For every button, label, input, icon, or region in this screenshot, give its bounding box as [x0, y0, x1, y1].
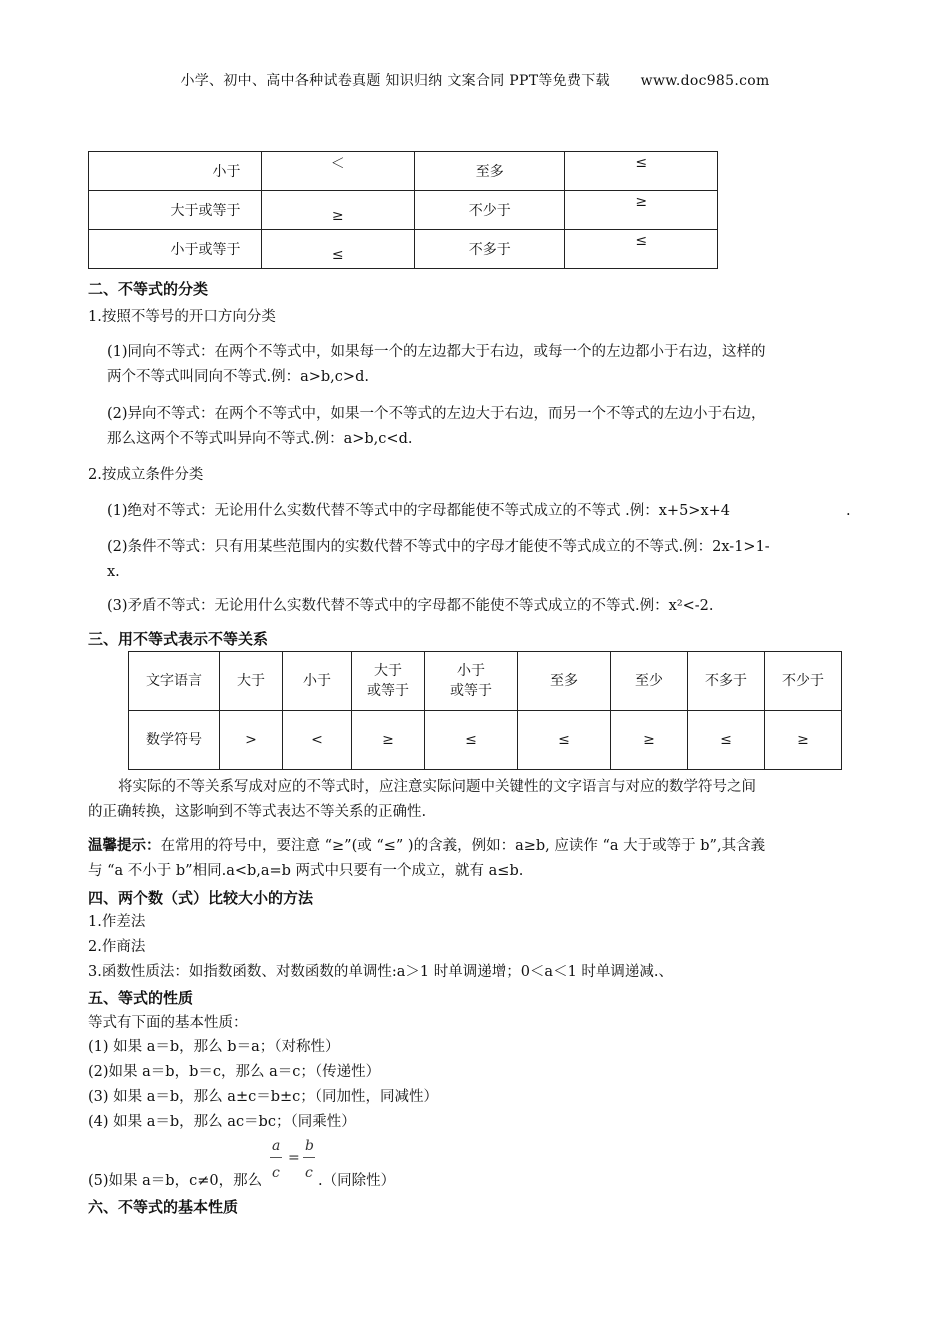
table-cell: 不多于 — [688, 652, 765, 711]
table-cell: 大于或等于 — [89, 191, 262, 230]
table-cell: ≤ — [518, 711, 611, 770]
table-row — [129, 711, 842, 770]
paragraph: 两个不等式叫同向不等式.例：a>b,c>d. — [107, 369, 369, 385]
table-cell: ≥ — [765, 711, 842, 770]
table-cell: 大于 — [220, 652, 283, 711]
header-url: www.doc985.com — [640, 73, 770, 89]
table-cell: ≤ — [331, 247, 344, 263]
section-title: 三、用不等式表示不等关系 — [88, 630, 269, 648]
table-cell: 小于或等于 — [89, 230, 262, 269]
list-item: 3.函数性质法：如指数函数、对数函数的单调性:a＞1 时单调递增；0＜a＜1 时单调递减.、 — [88, 964, 674, 980]
fraction-denominator: c — [305, 1165, 313, 1181]
table-cell: ≥ — [352, 711, 425, 770]
paragraph: (1)绝对不等式：无论用什么实数代替不等式中的字母都能使不等式成立的不等式 .例：x+5>x+4 — [107, 503, 731, 519]
paragraph: (1)同向不等式：在两个不等式中，如果每一个的左边都大于右边，或每一个的左边都小于右边，这样的 — [107, 344, 766, 360]
table-row — [89, 191, 718, 230]
table-cell: 或等于 — [450, 683, 492, 699]
table-cell: ≤ — [635, 155, 648, 171]
table-row — [129, 652, 842, 711]
table-cell: 至多 — [518, 652, 611, 711]
table-cell: < — [283, 711, 352, 770]
fraction-equals: = — [288, 1150, 300, 1166]
fraction-bar — [270, 1157, 282, 1158]
table-cell: ≥ — [331, 208, 344, 224]
list-item: (2)如果 a＝b，b＝c，那么 a＝c；（传递性） — [88, 1064, 381, 1080]
paragraph: 的正确转换，这影响到不等式表达不等关系的正确性. — [88, 804, 427, 820]
list-item: (1) 如果 a＝b，那么 b＝a；（对称性） — [88, 1039, 340, 1055]
table-row — [89, 152, 718, 191]
symbol-table — [88, 151, 718, 269]
fraction-bar — [303, 1157, 315, 1158]
relation-table — [128, 651, 842, 770]
table-cell: 不少于 — [765, 652, 842, 711]
list-item: 1.作差法 — [88, 914, 146, 930]
table-cell: > — [220, 711, 283, 770]
table-cell: 不多于 — [414, 230, 565, 269]
table-cell: 小于 — [89, 152, 262, 191]
tip-label: 温馨提示： — [88, 838, 161, 854]
paragraph: (3)矛盾不等式：无论用什么实数代替不等式中的字母都不能使不等式成立的不等式.例：x²<-2. — [107, 598, 714, 614]
table-cell: 小于 — [283, 652, 352, 711]
section-title: 二、不等式的分类 — [88, 280, 209, 298]
paragraph: 将实际的不等关系写成对应的不等式时，应注意实际问题中关键性的文字语言与对应的数学符号之间 — [118, 779, 756, 795]
section-title: 五、等式的性质 — [88, 989, 194, 1007]
list-item: 2.作商法 — [88, 939, 146, 955]
table-cell: 至多 — [414, 152, 565, 191]
paragraph: 与 “a 不小于 b”相同.a<b,a=b 两式中只要有一个成立，就有 a≤b. — [88, 863, 524, 879]
table-cell: 至少 — [611, 652, 688, 711]
list-item: (5)如果 a＝b，c≠0，那么 — [88, 1173, 263, 1189]
section-title: 四、两个数（式）比较大小的方法 — [88, 889, 314, 907]
paragraph: 等式有下面的基本性质： — [88, 1015, 248, 1031]
table-cell: ≤ — [425, 711, 518, 770]
subheading: 2.按成立条件分类 — [88, 467, 204, 483]
table-cell: 小于 — [457, 663, 485, 679]
fraction-numerator: b — [305, 1138, 314, 1154]
tip-paragraph — [88, 834, 765, 858]
table-cell: ＜ — [330, 156, 345, 172]
paragraph: . — [846, 503, 851, 519]
table-cell: 文字语言 — [129, 652, 220, 711]
list-item: (4) 如果 a＝b，那么 ac＝bc；（同乘性） — [88, 1114, 356, 1130]
paragraph: (2)异向不等式：在两个不等式中，如果一个不等式的左边大于右边，而另一个不等式的左边小于右边， — [107, 406, 766, 422]
table-cell: ≥ — [635, 194, 648, 210]
table-row — [89, 230, 718, 269]
fraction-numerator: a — [272, 1138, 281, 1154]
header-text: 小学、初中、高中各种试卷真题 知识归纳 文案合同 PPT等免费下载 — [180, 73, 610, 89]
table-cell: 大于 — [374, 663, 402, 679]
table-cell: ≤ — [688, 711, 765, 770]
subheading: 1.按照不等号的开口方向分类 — [88, 309, 276, 325]
fraction-denominator: c — [272, 1165, 280, 1181]
list-item: (3) 如果 a＝b，那么 a±c＝b±c；（同加性，同减性） — [88, 1089, 439, 1105]
paragraph: 那么这两个不等式叫异向不等式.例：a>b,c<d. — [107, 431, 413, 447]
paragraph: x. — [107, 564, 120, 580]
table-cell: 数学符号 — [129, 711, 220, 770]
page-header — [0, 70, 950, 90]
list-item: .（同除性） — [318, 1173, 396, 1189]
table-cell: 不少于 — [414, 191, 565, 230]
table-cell: ≤ — [635, 233, 648, 249]
section-title: 六、不等式的基本性质 — [88, 1198, 239, 1216]
table-cell: ≥ — [611, 711, 688, 770]
table-cell: 或等于 — [367, 683, 409, 699]
paragraph: (2)条件不等式：只有用某些范围内的实数代替不等式中的字母才能使不等式成立的不等式.例：2x-1>1- — [107, 539, 770, 555]
tip-text: 在常用的符号中，要注意 “≥”(或 “≤” )的含義，例如：a≥b, 应读作 “a 大于或等于 b”,其含義 — [160, 838, 766, 854]
